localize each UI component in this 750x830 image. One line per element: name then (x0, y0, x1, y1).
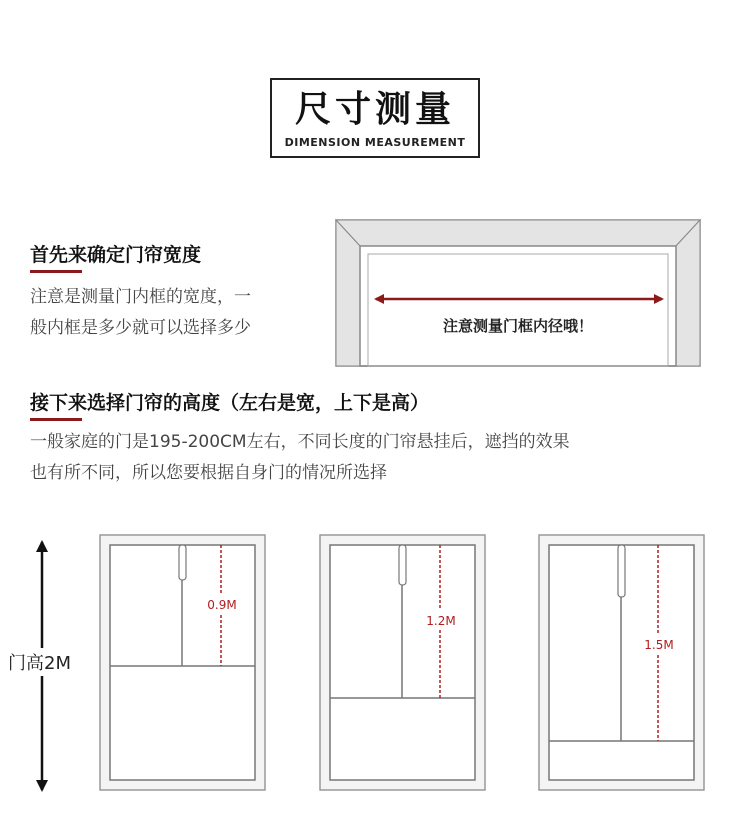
door-2-length-label: 1.2M (426, 614, 456, 628)
door-frame-width-diagram (336, 220, 700, 366)
door-height-indicator (6, 542, 82, 790)
door-frame-top-bevel (336, 220, 700, 246)
door-1-length-label: 0.9M (207, 598, 237, 612)
width-heading: 首先来确定门帘宽度 (30, 244, 202, 266)
door-curtain-0-9m (100, 535, 265, 790)
height-heading: 接下来选择门帘的高度（左右是宽，上下是高） (30, 392, 430, 414)
door-curtain-1-2m (320, 535, 485, 790)
door-frame-right-bevel (676, 220, 700, 366)
inner-width-label: 注意测量门框内径哦！ (442, 317, 594, 335)
height-description-line-1: 一般家庭的门是195-200CM左右，不同长度的门帘悬挂后，遮挡的效果 (30, 432, 570, 452)
door-3-length-label: 1.5M (644, 638, 674, 652)
door-frame-left-bevel (336, 220, 360, 366)
page-title: 尺寸测量 (294, 89, 455, 130)
door-2-magnet-strip (399, 545, 406, 585)
door-curtain-1-5m (539, 535, 704, 790)
height-description-line-2: 也有所不同，所以您要根据自身门的情况所选择 (30, 463, 387, 483)
width-description-line-2: 般内框是多少就可以选择多少 (30, 318, 251, 338)
page-subtitle: DIMENSION MEASUREMENT (284, 136, 466, 149)
door-1-magnet-strip (179, 545, 186, 580)
width-description-line-1: 注意是测量门内框的宽度，一 (30, 287, 251, 307)
door-3-magnet-strip (618, 545, 625, 597)
door-height-label: 门高2M (8, 653, 71, 674)
